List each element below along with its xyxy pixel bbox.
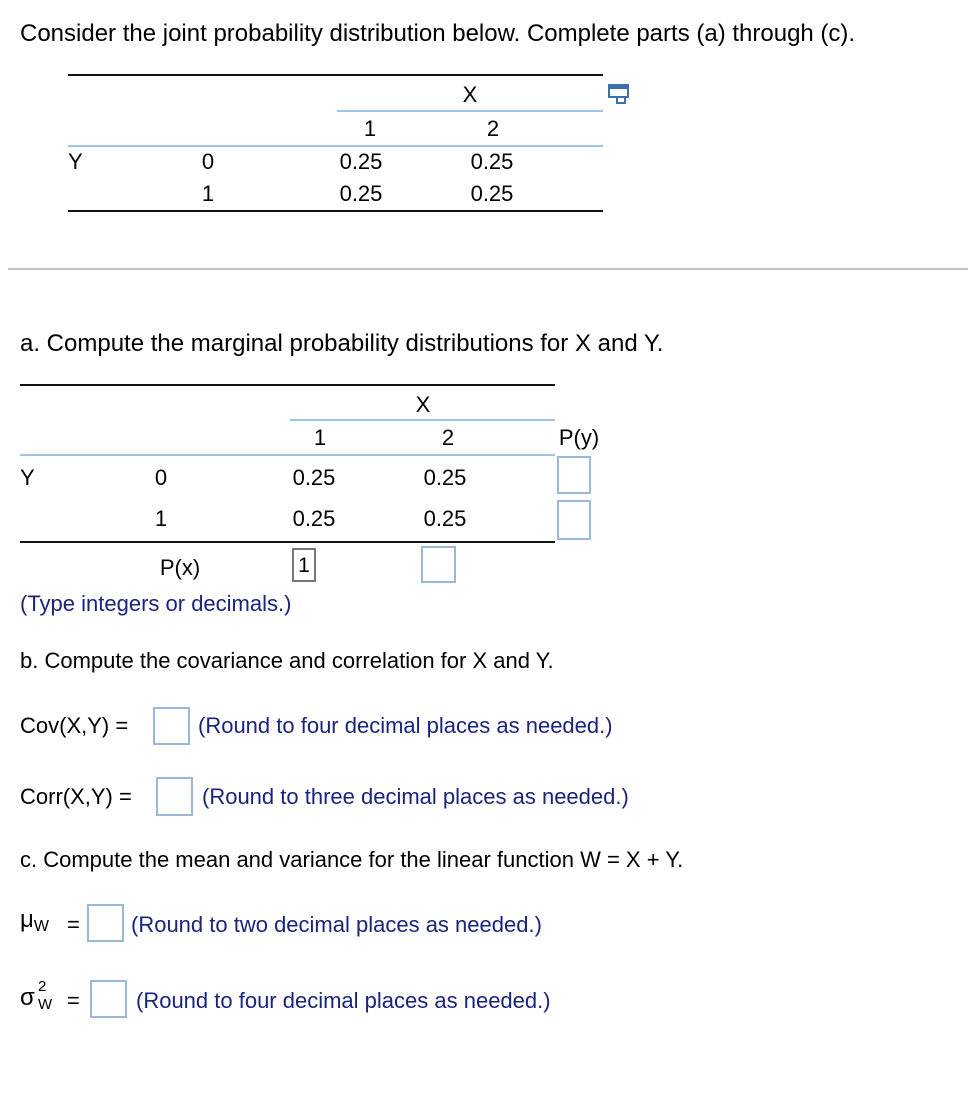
part-b-prompt: b. Compute the covariance and correlation for X and Y.: [20, 648, 554, 673]
question-text: Consider the joint probability distribution below. Complete parts (a) through (c).: [20, 20, 856, 47]
marginal-top-rule: [20, 384, 555, 386]
cov-hint: (Round to four decimal places as needed.): [198, 713, 613, 738]
sigma-superscript: 2: [38, 978, 47, 995]
part-c-prompt: c. Compute the mean and variance for the linear function W = X + Y.: [20, 847, 684, 872]
px-input-x1[interactable]: 1: [292, 548, 316, 582]
joint-x-value-1: 1: [363, 116, 377, 141]
joint-x-value-2: 2: [486, 116, 500, 141]
joint-y-header: Y: [68, 149, 83, 174]
marginal-cell: 0.25: [423, 506, 467, 531]
sigma-w-label: [20, 978, 65, 1018]
joint-x-header: X: [462, 82, 478, 107]
marginal-cell: 0.25: [423, 465, 467, 490]
copy-table-icon[interactable]: [607, 83, 631, 105]
marginal-y-header: Y: [20, 465, 35, 490]
joint-cell: 0.25: [470, 149, 514, 174]
joint-cell: 0.25: [339, 181, 383, 206]
corr-input[interactable]: [156, 777, 193, 816]
mu-equals: =: [67, 912, 80, 937]
mu-subscript: W: [33, 918, 49, 936]
cov-label: Cov(X,Y) =: [20, 713, 129, 738]
mu-symbol: μ: [20, 906, 34, 933]
mu-w-label: [20, 906, 49, 936]
joint-y-value: 1: [201, 181, 215, 206]
marginal-y-value: 1: [154, 506, 168, 531]
marginal-header-rule: [290, 419, 555, 421]
corr-hint: (Round to three decimal places as needed.): [202, 784, 629, 809]
mu-hint: (Round to two decimal places as needed.): [131, 912, 542, 937]
joint-y-value: 0: [201, 149, 215, 174]
marginal-x-header: X: [415, 392, 431, 417]
px-input-x2[interactable]: [421, 546, 456, 583]
marginal-subheader-rule: [20, 454, 555, 456]
marginal-bottom-rule: [20, 541, 555, 543]
px-label: P(x): [159, 555, 201, 580]
sigma-subscript: W: [38, 996, 53, 1013]
corr-label: Corr(X,Y) =: [20, 784, 132, 809]
marginal-y-value: 0: [154, 465, 168, 490]
subheader-rule: [68, 145, 603, 147]
part-a-prompt: a. Compute the marginal probability distributions for X and Y.: [20, 330, 664, 357]
sigma-equals: =: [67, 988, 80, 1013]
sigma-hint: (Round to four decimal places as needed.): [136, 988, 551, 1013]
part-a-note: (Type integers or decimals.): [20, 591, 292, 616]
joint-cell: 0.25: [470, 181, 514, 206]
py-header: P(y): [558, 425, 600, 450]
joint-cell: 0.25: [339, 149, 383, 174]
py-input-0[interactable]: [557, 456, 591, 494]
marginal-cell: 0.25: [292, 465, 336, 490]
sigma-symbol: σ: [20, 984, 35, 1011]
py-input-1[interactable]: [557, 500, 591, 540]
cov-input[interactable]: [153, 707, 190, 745]
marginal-x-value-2: 2: [441, 425, 455, 450]
header-rule: [337, 110, 603, 112]
marginal-cell: 0.25: [292, 506, 336, 531]
table-top-rule: [68, 74, 603, 76]
mu-input[interactable]: [87, 904, 124, 942]
table-bottom-rule: [68, 210, 603, 212]
sigma-input[interactable]: [90, 980, 127, 1018]
marginal-x-value-1: 1: [313, 425, 327, 450]
section-divider: [8, 268, 968, 270]
